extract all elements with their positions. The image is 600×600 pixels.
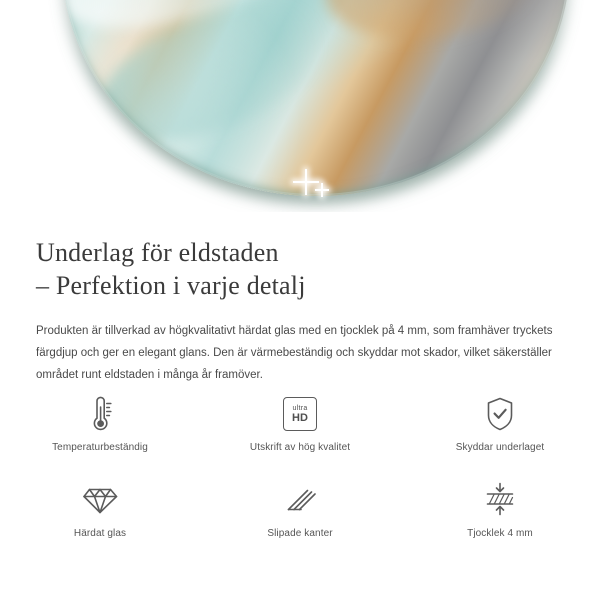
disc-edge (62, 0, 570, 196)
page-title (0, 212, 600, 302)
feature-item-polished-edges (200, 478, 400, 556)
feature-item-tempered-glass (0, 478, 200, 556)
diamond-icon (81, 478, 119, 522)
description-paragraph: Produkten är tillverkad av högkvalitativt härdat glas med en tjocklek på 4 mm, som framhäver tryckets färgdjup och ger en elegant glans. Den är värmebeständig och skyddar mot skador, vilket säkerställer området runt eldstaden i många år framöver. (36, 325, 553, 381)
feature-label: Utskrift av hög kvalitet (249, 442, 351, 453)
headline-line-2: – Perfektion i varje detalj (36, 271, 306, 300)
badge-top-label: ultra (292, 404, 308, 412)
feature-item-surface-protection (400, 392, 600, 470)
feature-label: Slipade kanter (267, 528, 333, 539)
shield-check-icon (483, 392, 517, 436)
feature-label: Härdat glas (73, 528, 127, 539)
text-content (0, 212, 600, 386)
badge-bottom-label: HD (292, 411, 308, 424)
thickness-arrows-icon (481, 478, 519, 522)
hero-image (0, 0, 600, 212)
feature-label: Temperaturbeständig (52, 442, 148, 453)
headline-line-1: Underlag för eldstaden (36, 238, 279, 267)
thermometer-icon (83, 392, 117, 436)
feature-grid (0, 392, 600, 556)
ultra-hd-badge-icon (283, 392, 317, 436)
marble-glass-disc-image (62, 0, 570, 196)
feature-item-print-quality (200, 392, 400, 470)
feature-item-thickness (400, 478, 600, 556)
feature-label: Tjocklek 4 mm (467, 528, 533, 539)
feature-label: Skyddar underlaget (455, 442, 545, 453)
feature-item-temperature (0, 392, 200, 470)
polished-edges-icon (281, 478, 319, 522)
